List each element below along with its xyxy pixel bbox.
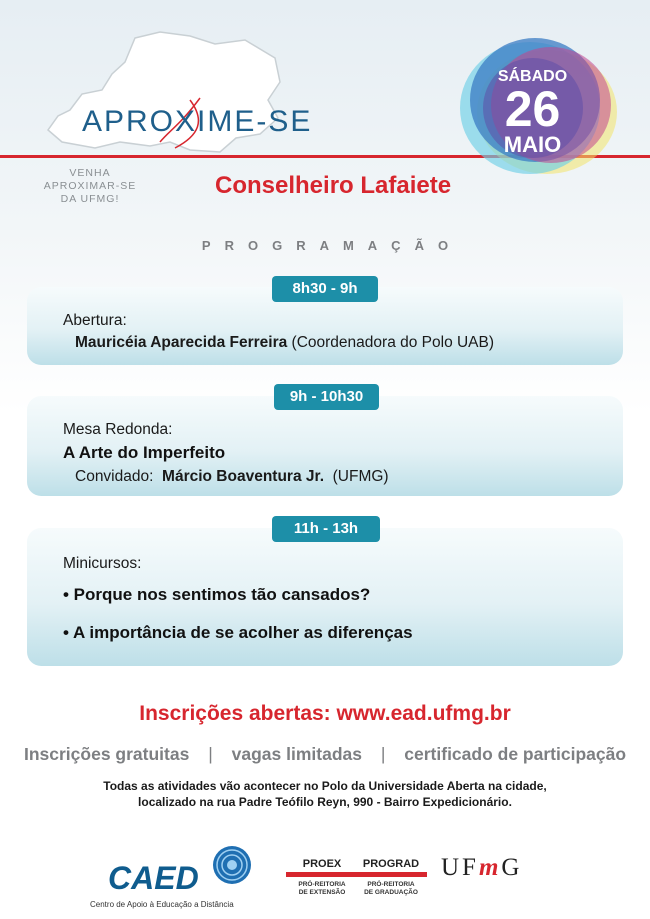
- time-tag: 9h - 10h30: [274, 384, 379, 410]
- event-date: [470, 68, 595, 158]
- feature-separator: |: [380, 744, 386, 764]
- proex-subtitle: DE EXTENSÃO: [298, 889, 346, 896]
- time-tag: 11h - 13h: [272, 516, 380, 542]
- minicourse-item: • A importância de se acolher as diferenças: [63, 623, 413, 642]
- feature-item: Inscrições gratuitas: [23, 744, 190, 764]
- guest-label: Convidado:: [75, 468, 154, 485]
- feature-separator: |: [208, 744, 213, 764]
- proex-logo: [286, 858, 358, 897]
- slot-label: Abertura:: [63, 312, 127, 329]
- caed-wordmark: CAED: [108, 860, 199, 896]
- program-title: PROGRAMAÇÃO: [201, 238, 463, 253]
- minicourse-item: • Porque nos sentimos tão cansados?: [63, 585, 371, 604]
- registration-link[interactable]: Inscrições abertas: www.ead.ufmg.br: [139, 702, 511, 725]
- slot-speaker-line: [75, 334, 494, 352]
- date-day-number: 26: [504, 81, 561, 137]
- prograd-subtitle: DE GRADUAÇÃO: [364, 889, 418, 896]
- prograd-subtitle: PRÓ-REITORIA: [367, 881, 415, 888]
- prograd-logo: [355, 858, 427, 897]
- slot-label: Minicursos:: [63, 555, 142, 572]
- date-month: MAIO: [503, 132, 562, 157]
- proex-subtitle: PRÓ-REITORIA: [298, 881, 346, 888]
- ufmg-logo: [441, 854, 522, 882]
- guest-line: [75, 468, 389, 486]
- tagline: [40, 167, 140, 206]
- prograd-bar: [355, 872, 427, 877]
- feature-item: vagas limitadas: [231, 744, 362, 764]
- proex-bar: [286, 872, 358, 877]
- venue-note-line: localizado na rua Padre Teófilo Reyn, 990 - Bairro Expedicionário.: [138, 795, 512, 809]
- tagline-line: DA UFMG!: [60, 193, 120, 205]
- ufmg-letters: G: [501, 854, 523, 881]
- venue-note: [0, 778, 650, 810]
- city-name: Conselheiro Lafaiete: [215, 172, 452, 199]
- caed-caption: Centro de Apoio à Educação a Distância: [90, 900, 234, 909]
- time-tag: 8h30 - 9h: [272, 276, 378, 302]
- guest-org: (UFMG): [332, 468, 389, 485]
- slot-label: Mesa Redonda:: [63, 421, 173, 438]
- ufmg-m: m: [478, 854, 502, 881]
- roundtable-topic: A Arte do Imperfeito: [63, 443, 226, 462]
- features-line: [0, 744, 650, 765]
- ufmg-letters: UF: [441, 854, 479, 881]
- minas-gerais-map-icon: [40, 30, 290, 160]
- feature-item: certificado de participação: [404, 744, 627, 764]
- tagline-line: APROXIMAR-SE: [43, 180, 137, 192]
- date-weekday: SÁBADO: [497, 68, 568, 85]
- proex-title: PROEX: [302, 858, 342, 870]
- speaker-name: Mauricéia Aparecida Ferreira: [75, 334, 288, 351]
- speaker-role: (Coordenadora do Polo UAB): [291, 334, 495, 351]
- venue-note-line: Todas as atividades vão acontecer no Polo da Universidade Aberta na cidade,: [103, 779, 547, 793]
- prograd-title: PROGRAD: [362, 858, 420, 870]
- guest-name: Márcio Boaventura Jr.: [162, 468, 324, 485]
- brand-title: APROXIME-SE: [82, 105, 313, 138]
- tagline-line: VENHA: [69, 167, 111, 179]
